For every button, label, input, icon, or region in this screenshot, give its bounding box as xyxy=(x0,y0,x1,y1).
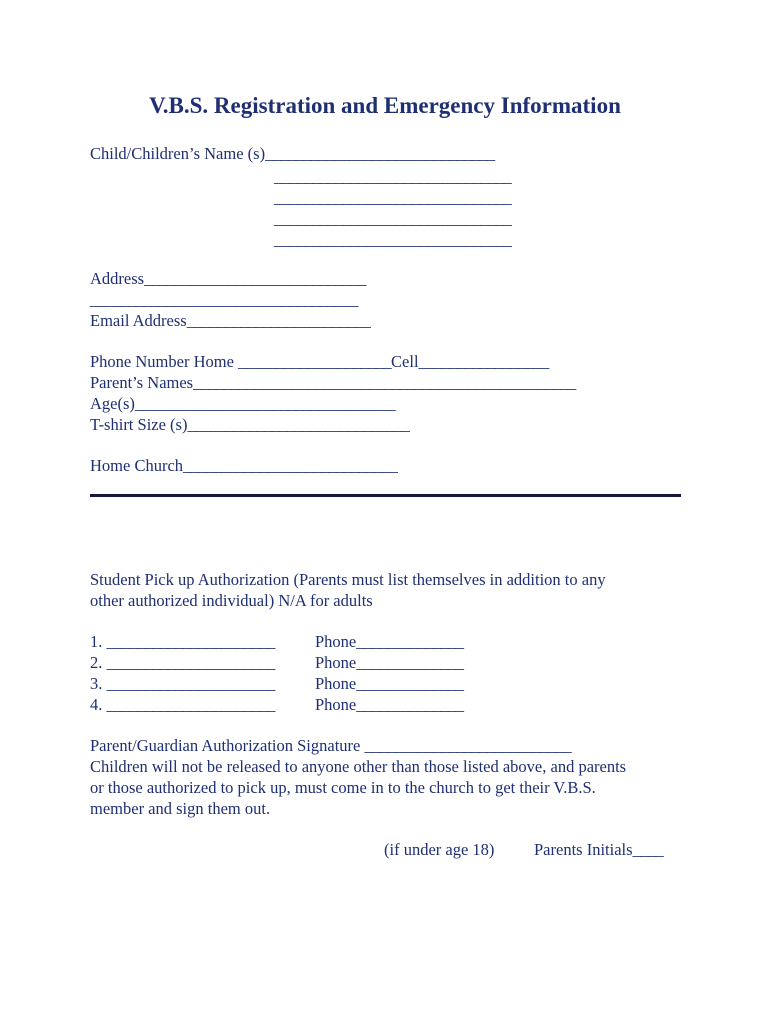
release-notice-line-1: Children will not be released to anyone other than those listed above, and parents xyxy=(90,757,627,776)
signature-blank[interactable]: ___________________________ xyxy=(364,736,572,755)
parents-names-blank[interactable]: __________________________________________________ xyxy=(193,373,576,392)
parents-initials-row xyxy=(534,839,663,860)
phone-home-blank[interactable]: ____________________ xyxy=(238,352,392,371)
section-divider xyxy=(90,494,681,497)
parents-initials-label: Parents Initials xyxy=(534,840,633,859)
pickup-phone-label: Phone xyxy=(315,695,357,714)
form-title: V.B.S. Registration and Emergency Information xyxy=(149,93,621,118)
pickup-phone-blank[interactable]: ______________ xyxy=(356,653,464,672)
home-church-blank[interactable]: ____________________________ xyxy=(183,456,398,475)
pickup-name-blank[interactable]: ______________________ xyxy=(106,674,275,693)
pickup-phone-field xyxy=(315,673,463,694)
pickup-phone-field xyxy=(315,694,463,715)
phone-home-label: Phone Number Home xyxy=(90,352,239,371)
pickup-row xyxy=(90,673,464,694)
pickup-phone-field xyxy=(315,631,463,652)
pickup-name-blank[interactable]: ______________________ xyxy=(106,653,275,672)
ages-row xyxy=(90,393,395,414)
pickup-phone-label: Phone xyxy=(315,653,357,672)
children-name-row xyxy=(90,143,495,164)
email-blank[interactable]: ________________________ xyxy=(186,311,371,330)
email-row xyxy=(90,310,370,331)
children-name-blank-3[interactable]: _______________________________ xyxy=(274,188,512,207)
pickup-row xyxy=(90,631,464,652)
pickup-row-number: 4. xyxy=(90,695,107,714)
home-church-label: Home Church xyxy=(90,456,184,475)
pickup-row-number: 3. xyxy=(90,674,107,693)
phone-row xyxy=(90,351,549,372)
address-blank[interactable]: _____________________________ xyxy=(144,269,366,288)
pickup-row xyxy=(90,652,464,673)
email-label: Email Address xyxy=(90,311,187,330)
pickup-heading-line-1: Student Pick up Authorization (Parents must list themselves in addition to any xyxy=(90,570,606,589)
address-row xyxy=(90,268,366,289)
children-name-blank-1[interactable]: ______________________________ xyxy=(265,144,495,163)
parents-names-row xyxy=(90,372,576,393)
pickup-heading-line-2: other authorized individual) N/A for adults xyxy=(90,591,373,610)
parents-initials-blank[interactable]: ____ xyxy=(632,840,664,859)
tshirt-label: T-shirt Size (s) xyxy=(90,415,188,434)
parents-names-label: Parent’s Names xyxy=(90,373,194,392)
tshirt-row xyxy=(90,414,409,435)
under-age-note: (if under age 18) xyxy=(384,840,495,859)
address-label: Address xyxy=(90,269,145,288)
pickup-phone-blank[interactable]: ______________ xyxy=(356,674,464,693)
pickup-name-blank[interactable]: ______________________ xyxy=(106,632,275,651)
children-name-label: Child/Children’s Name (s) xyxy=(90,144,266,163)
pickup-phone-blank[interactable]: ______________ xyxy=(356,695,464,714)
home-church-row xyxy=(90,455,397,476)
signature-label: Parent/Guardian Authorization Signature xyxy=(90,736,365,755)
pickup-phone-field xyxy=(315,652,463,673)
release-notice-line-3: member and sign them out. xyxy=(90,799,271,818)
pickup-phone-label: Phone xyxy=(315,674,357,693)
children-name-blank-5[interactable]: _______________________________ xyxy=(274,230,512,249)
children-name-blank-2[interactable]: _______________________________ xyxy=(274,167,512,186)
pickup-name-blank[interactable]: ______________________ xyxy=(106,695,275,714)
pickup-phone-blank[interactable]: ______________ xyxy=(356,632,464,651)
ages-label: Age(s) xyxy=(90,394,135,413)
pickup-phone-label: Phone xyxy=(315,632,357,651)
address-line-2-blank[interactable]: ___________________________________ xyxy=(90,290,358,309)
children-name-blank-4[interactable]: _______________________________ xyxy=(274,209,512,228)
ages-blank[interactable]: __________________________________ xyxy=(134,394,396,413)
phone-cell-label: Cell xyxy=(391,352,419,371)
signature-row xyxy=(90,735,571,756)
release-notice-line-2: or those authorized to pick up, must come in to the church to get their V.B.S. xyxy=(90,778,596,797)
pickup-row xyxy=(90,694,464,715)
pickup-row-number: 1. xyxy=(90,632,107,651)
phone-cell-blank[interactable]: _________________ xyxy=(418,352,549,371)
pickup-row-number: 2. xyxy=(90,653,107,672)
tshirt-blank[interactable]: _____________________________ xyxy=(187,415,410,434)
